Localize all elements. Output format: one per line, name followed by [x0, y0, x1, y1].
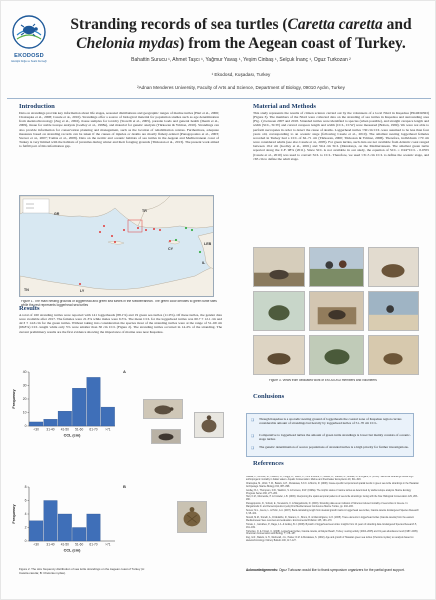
authors: Bahattin Surucu ¹, Ahmet Taşcı ¹, Yağmur Yavaş ¹, Yeşim Cinbaş ¹, Selçuk İnanç ¹, Oguz Turkozan ² [131, 57, 351, 63]
map-label-cy: CY [168, 247, 173, 251]
bar [72, 528, 86, 542]
histogram-svg [7, 368, 121, 444]
x-tick-label: >71 [105, 542, 111, 547]
volunteer-photo-6 [368, 291, 419, 331]
x-tick-label: 61-70 [89, 427, 98, 432]
turtle-photo-3 [151, 429, 181, 444]
mediterranean-map-graphic [20, 196, 214, 297]
results-heading: Results [19, 305, 40, 312]
y-tick-label: 4 [24, 512, 27, 517]
map-label-gr: GR [54, 212, 60, 216]
conclusions-box [246, 413, 414, 457]
turtle-photo-4 [177, 501, 207, 533]
conclusion-item-2: Comparative to loggerhead turtles the amount of green turtle strandings is lower but mainly consists of oceanic-stage turtles [259, 433, 411, 442]
bar [44, 419, 58, 426]
x-tick-label: 41-50 [60, 542, 69, 547]
x-tick-label: <30 [33, 542, 39, 547]
map-label-tr: TR [142, 209, 147, 213]
reference-item: Tomás, J., Gozalbes, P., Raga, J.A. & Godley, B.J. (2008). Bycatch of loggerhead sea turtles: insights from 14 years of stranding data. Endangered Species Research 5, 161–169. [246, 523, 417, 529]
header-divider [7, 98, 431, 99]
references-list [246, 476, 419, 568]
volunteer-photo-9 [368, 335, 419, 375]
reference-item: Snover, M.L., Avens, L. & Hohn, A.A. (2007). Back-calculating length from skeletal growth marks in loggerhead sea turtles, Caretta caretta. Endangered Species Research 3, 95–104. [246, 510, 419, 515]
reference-item: Hart, K.M., Mooreside, P. & Crowder, L.B. (2006). Interpreting the spatio-temporal patterns of sea turtle strandings: Going with the flow. Biological Conservation 129, 283–290. [246, 496, 419, 502]
bullet-icon: ❑ [251, 418, 255, 422]
bar [87, 514, 101, 541]
reference-item: Chaloupka, M., Work, T. M., Balazs, G.H., Murakawa, S.K.K. & Morris, R. (2008). Cause-specific temporal and spatial trends in green sea turtle strandings in the Hawaiian Archipelago. Marine Biology 154, 887–898. [246, 482, 419, 488]
bar [87, 377, 101, 426]
volunteer-photo-4 [253, 291, 305, 331]
volunteer-photo-2 [309, 247, 364, 287]
nesting-map [19, 195, 214, 297]
bar [29, 422, 43, 426]
figure-1-caption: Figure 1. The main nesting grounds of loggerhead and green sea turtles in the Mediterranean. The green color denotes to green turtle sites while the rest represents loggerhead sea turtles [21, 300, 217, 307]
x-tick-label: 51-60 [75, 427, 84, 432]
volunteer-photo-1 [253, 247, 305, 287]
affiliation-2: ²Adnan Menderes University, Faculty of Arts and Science, Department of Biology, 09010 Aydın, Turkey [137, 85, 345, 90]
bar [44, 501, 58, 542]
bar [72, 388, 86, 426]
x-tick-label: <30 [33, 427, 39, 432]
conclusion-item-3: The genetic determination of source populations of stranded turtles is a high priority for further investigations. [259, 445, 409, 449]
methods-text: This study represents the results of citizen science carried out by the volunteers of a local NGO in Kuşadası (EKODOSD) (Figure 3). The members of the NGO were collected data on the stranding of sea turtles in Kuşadası and surrounding area (Fig. 1) between 2007 and 2018. Stranded turtles were identified to species (when possible), and straight carapace length and width (SCL, SCW) and curved carapace length and width (CCL, CCW) were measured (Bolten, 1999). We were not able to perform necropsies in order to detect the cause of deaths. Loggerhead turtles <30 cm CCL were assumed to be less than four years old, corresponding to an oceanic stage (following Casale et al., 2010). The smallest nesting loggerhead females recorded in Turkey had a CCL of 62–71 cm (Türkozan, 2000; Türkozan & Yılmaz, 2008). Therefore, individuals ≥70 cm were considered adults (see also Casale et al., 2005). For green turtles, such data are not available from Atlantic coast ranged between 19.2 cm (Godley et al., 2001) and 59.4 cm SCL (Mendonça, on the Mediterranean. The smallest green turtle reported along the C.F. 98% (2011). Since SCL is not available in our study, the equation of SCL = 0.94*CCL - 0.0355 (Casale et al., 2010) was used to convert SCL to CCL. Therefore, we used ≤31.5 cm CCL to define the oceanic stage, and ≥65 cm to define the adult stage. [253, 111, 429, 161]
ekodosd-logo [8, 13, 50, 75]
map-label-il: IL [202, 261, 206, 265]
y-tick-label: 30 [22, 383, 27, 388]
bar [58, 514, 72, 541]
y-axis-label: Frequency [12, 504, 16, 524]
intro-heading: Introduction [19, 103, 55, 110]
volunteer-photo-5 [309, 291, 364, 331]
turtle-photo-2 [194, 412, 224, 438]
bar [101, 407, 115, 426]
y-tick-label: 2 [24, 525, 27, 530]
map-label-leb: LEB [204, 242, 212, 246]
conclusions-heading: Conlusions [253, 393, 285, 400]
volunteer-photo-7 [253, 335, 305, 375]
y-tick-label: 40 [22, 370, 27, 375]
panel-label-b: B [123, 484, 126, 489]
volunteer-photo-8 [309, 335, 364, 375]
affiliation-1: ¹ Ekodosd, Kuşadası, Turkey [211, 72, 271, 77]
reference-item: Türkozan, O. & Yılmaz, C. (2008). Loggerhead turtles, Caretta caretta, at Dalyan Beach, Turkey: nesting activity (2004–2005) and 19-year abundance trend (1987–2005). Chelonian Conservation and Biology 7, 178–187. [246, 530, 419, 536]
bar [58, 411, 72, 426]
x-axis-label: CCL (cm) [63, 548, 81, 553]
histogram-a [7, 368, 121, 444]
y-tick-label: 0 [24, 424, 27, 429]
x-tick-label: >71 [105, 427, 111, 432]
conclusion-item-1: Though Kuşadası is a sporadic nesting ground of loggerheads the coastal zone of Kuşadası region carries considerable amount of strandings but heavily by loggerhead turtles of 51–70 cm CCL. [259, 417, 402, 426]
y-tick-label: 6 [24, 498, 27, 503]
map-label-ly: LY [80, 289, 85, 293]
x-tick-label: 31-40 [46, 427, 55, 432]
reference-item: Godley, B.J., Thompson, D.R., Waldron, S. & Furness, R.W. (1998a). The trophic status of marine turtles as determined by stable isotope analysis. Marine Ecology Progress Series 166, 277–284. [246, 489, 412, 495]
intro-text: Data on strandings provide key information about life stages, seasonal distributions and geographic ranges of marine turtles (Hart et al., 2006; Chaloupka et al., 2008; Casale et al., 2010). Strandings offer a source of biological material for population studies such as age determination from skeletochronology (Zug et al., 2002), tissue samples for toxicity (Storelli et al., 2005), parasite loads and general health (Deem et al., 2009), tissue for stable isotope analysis (Godley et al., 1998a), and material for genetic analysis (Türkozan & Yılmaz, 2010). Strandings can also provide information for conservation planning and management, such as the location of rehabilitation centres. Furthermore, adequate measures based on stranding records can be taken if the causes of injuries or deaths are mostly fishery-related (Panagopoulos et al., 2003; Snover et al., 2007; Tomás et al., 2008). Data on the neritic and oceanic habitats of sea turtles in the Aegean and Mediterranean coast of Turkey is very limited with the habitats of juveniles during winter and their foraging grounds (Türkozan et al., 2013). The present work aimed to fulfill part of this information gap. [19, 111, 219, 149]
histogram-b [7, 483, 121, 559]
turtle-photo-1 [143, 399, 183, 419]
bar [29, 521, 43, 541]
bullet-icon: ❑ [251, 446, 255, 450]
x-tick-label: 31-40 [46, 542, 55, 547]
acknowledgements: Acknowledgements: Oguz Turkozan would like to thank symposium organizers for the partial grant support. [246, 568, 405, 572]
panel-label-a: A [123, 369, 126, 374]
y-tick-label: 8 [24, 485, 27, 490]
y-tick-label: 10 [22, 410, 27, 415]
volunteer-photo-3 [368, 247, 419, 287]
poster-title: Stranding records of sea turtles (Caretta caretta and Chelonia mydas) from the Aegean coast of Turkey. [70, 16, 412, 52]
figure-3-caption: Figure 3. Views from dedicated work of EKODOSD members and volunteers [269, 379, 377, 382]
x-tick-label: 41-50 [60, 427, 69, 432]
bullet-icon: ❑ [251, 434, 255, 438]
y-axis-label: Frequency [12, 389, 16, 409]
logo-name: EKODOSD [14, 53, 44, 59]
map-label-tn: TN [24, 288, 29, 292]
references-heading: References [253, 460, 284, 467]
results-text: A total of 160 stranding turtles were reported with 141 loggerheads (88.1%) and 19 green sea turtles (11.9%). Of these turtles, the gender data were available after 2017. The females were 21.3% while males were 6.5%. The mean CCL for the loggerhead turtles was 60.7 ± 12.1 cm and 42.3 ± 14.6 cm for the green turtles. Without taking into consideration the species most of the stranding turtles were at the range of 51–69 cm (68.8%) CCL length while only 5% were smaller than 30 cm CCL (Figure 2). The stranding turtles occurred in 14.4% of the stranding. The current preliminary results are the first evidence showing the importance of marine area near Kuşadası. [19, 313, 222, 334]
figure-2-caption: Figure 2. The size frequency distribution of sea turtle strandings on the Aegean coast of Turkey (A: Caretta caretta; B: Chelonia mydas). [19, 568, 145, 575]
y-tick-label: 0 [24, 539, 27, 544]
reference-item: Casale, P., Affronte, M., Insacco, G., Freggi, D., Vallini, C., Pino d'Astore, P., Basso, R., Paolillo, G., Abbate, G. & Argano, R. (2010). Sea turtle strandings reveal high anthropogenic mortality in Italian waters. Aquatic Conservation: Marine and Freshwater Ecosystems 20, 611–620. [246, 476, 414, 481]
turtle-logo-icon [12, 15, 46, 49]
reference-item: Storelli, M.M., Storelli, A., D'Addabbo, R., Marano, C., Bruno, R. & Marcotrigiano, G.O. (2005). Trace elements in loggerhead turtles (Caretta caretta) from the eastern Mediterranean Sea: overview and evaluation. Environmental Pollution 135, 163–170. [246, 516, 415, 522]
reference-item: Panagopoulos, D., Sofouli, E., Teneketzis, K. & Margaritoulis, D. (2003). Stranding data as an indicator of fisheries induced mortality of sea turtles in Greece. In: Margaritoulis D. and Demetropoulos A (eds) First Mediterranean Conference Marine Turtles, pp. 202–206. [246, 503, 409, 509]
y-tick-label: 20 [22, 397, 27, 402]
methods-heading: Material and Methods [253, 103, 317, 110]
reference-item: Zug, G.R., Balazs, G.H., Wetherall, J.A., Parker, D.M. & Murakawa, S. (2002). Age and growth of Hawaiian green sea turtles (Chelonia mydas): an analysis based on skeletochronology. Fishery Bulletin 100, 117–127. [246, 537, 414, 543]
volunteer-photo-collage [253, 247, 419, 375]
x-tick-label: 61-70 [89, 542, 98, 547]
histogram-svg [7, 483, 121, 559]
x-axis-label: CCL (cm) [63, 433, 81, 438]
logo-subtitle: Ekolojik Doğa ve Sualtı Derneği [11, 60, 47, 63]
x-tick-label: 51-60 [75, 542, 84, 547]
